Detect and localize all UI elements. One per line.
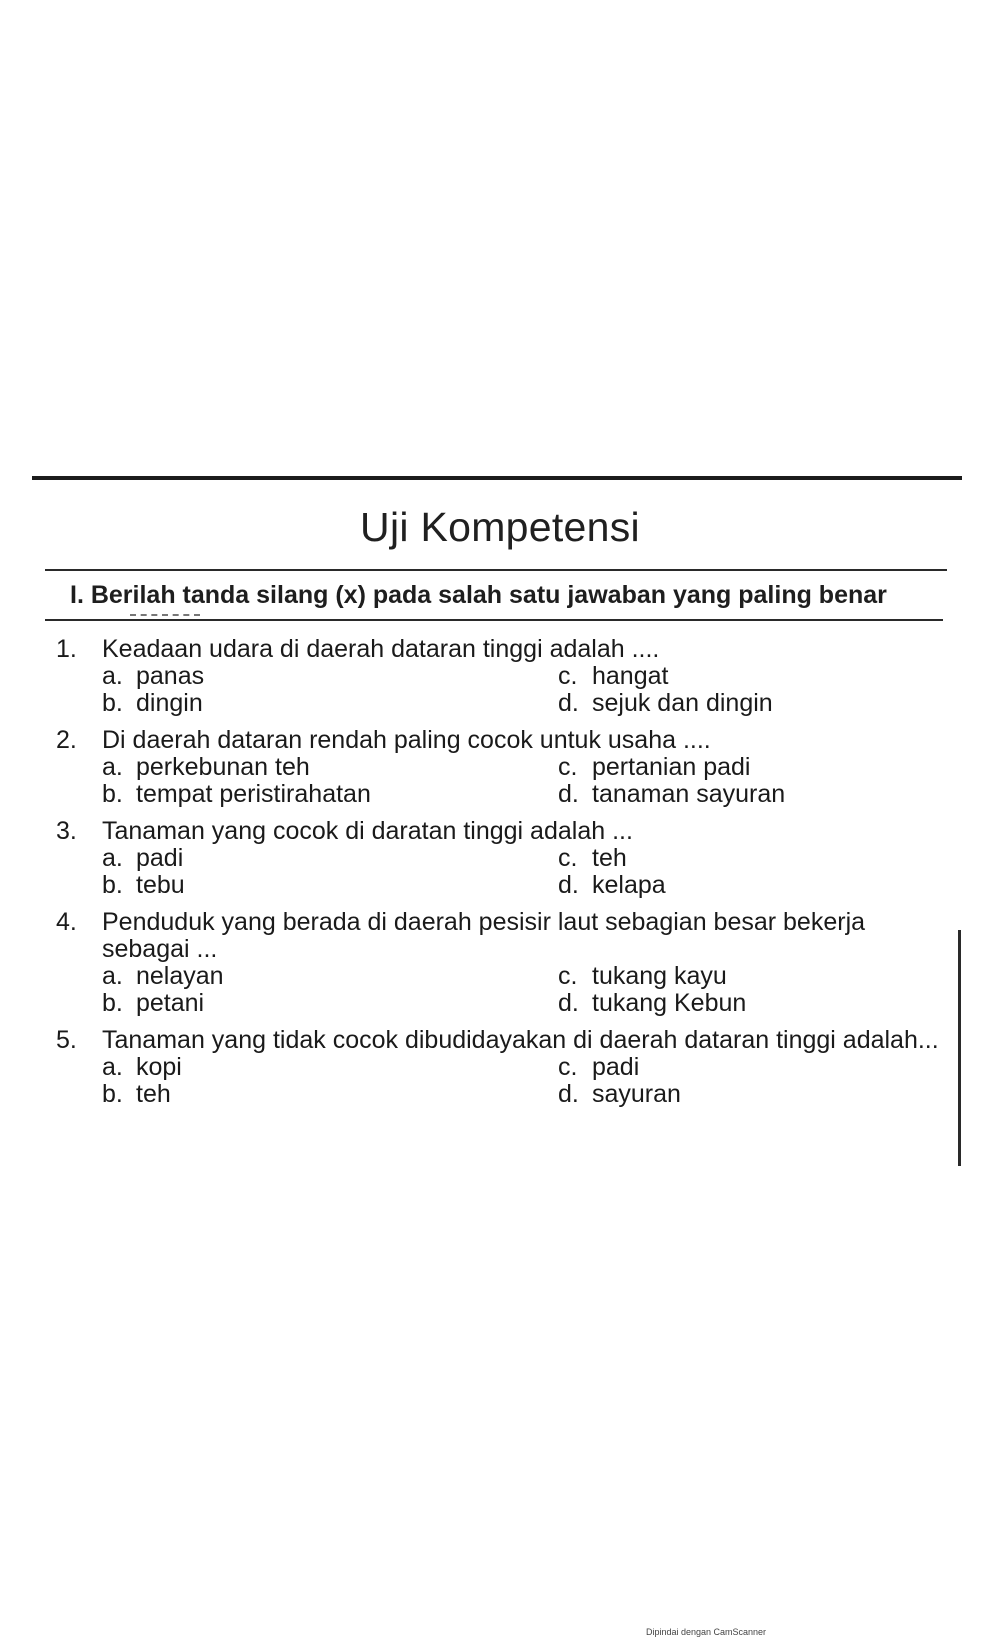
- option-d[interactable]: [558, 781, 958, 808]
- option-a[interactable]: [102, 845, 558, 872]
- option-letter: a.: [102, 962, 123, 990]
- section-instruction: I. Berilah tanda silang (x) pada salah satu jawaban yang paling benar: [70, 581, 887, 609]
- option-text: pertanian padi: [592, 753, 751, 781]
- option-c[interactable]: [558, 1054, 958, 1081]
- option-text: perkebunan teh: [136, 753, 310, 781]
- option-text: petani: [136, 989, 205, 1017]
- question-1: [56, 636, 956, 717]
- option-text: padi: [136, 844, 184, 872]
- question-text: Di daerah dataran rendah paling cocok untuk usaha ....: [102, 726, 711, 754]
- instruction-bottom-rule: [45, 619, 943, 621]
- option-c[interactable]: [558, 663, 958, 690]
- option-letter: b.: [102, 689, 123, 717]
- option-text: kopi: [136, 1053, 182, 1081]
- option-letter: c.: [558, 662, 578, 690]
- option-a[interactable]: [102, 663, 558, 690]
- options: [102, 1054, 956, 1108]
- instruction-top-rule: [45, 569, 947, 571]
- option-text: tebu: [136, 871, 185, 899]
- options: [102, 845, 956, 899]
- question-number: 5.: [56, 1026, 77, 1054]
- question-5: [56, 1027, 956, 1108]
- option-a[interactable]: [102, 963, 558, 990]
- question-text: Keadaan udara di daerah dataran tinggi adalah ....: [102, 635, 660, 663]
- question-text: Penduduk yang berada di daerah pesisir laut sebagian besar bekerja sebagai ...: [102, 908, 866, 963]
- option-b[interactable]: [102, 781, 558, 808]
- option-text: tukang Kebun: [592, 989, 747, 1017]
- option-letter: d.: [558, 1080, 579, 1108]
- option-a[interactable]: [102, 754, 558, 781]
- right-border-line: [958, 930, 961, 1166]
- option-letter: c.: [558, 753, 578, 781]
- option-letter: a.: [102, 1053, 123, 1081]
- option-text: nelayan: [136, 962, 224, 990]
- option-letter: d.: [558, 689, 579, 717]
- option-text: kelapa: [592, 871, 666, 899]
- option-letter: d.: [558, 871, 579, 899]
- option-text: tempat peristirahatan: [136, 780, 371, 808]
- question-text: Tanaman yang tidak cocok dibudidayakan di daerah dataran tinggi adalah...: [102, 1026, 939, 1054]
- option-d[interactable]: [558, 990, 958, 1017]
- option-d[interactable]: [558, 690, 958, 717]
- option-letter: a.: [102, 662, 123, 690]
- option-text: panas: [136, 662, 205, 690]
- option-text: sayuran: [592, 1080, 681, 1108]
- option-text: teh: [136, 1080, 171, 1108]
- option-b[interactable]: [102, 1081, 558, 1108]
- question-list: [56, 636, 956, 1118]
- option-letter: d.: [558, 989, 579, 1017]
- option-c[interactable]: [558, 754, 958, 781]
- options: [102, 754, 956, 808]
- option-text: sejuk dan dingin: [592, 689, 773, 717]
- option-c[interactable]: [558, 845, 958, 872]
- option-letter: c.: [558, 1053, 578, 1081]
- question-number: 3.: [56, 817, 77, 845]
- option-text: hangat: [592, 662, 669, 690]
- question-4: [56, 909, 956, 1017]
- question-number: 2.: [56, 726, 77, 754]
- top-rule: [32, 476, 962, 480]
- scanner-footer-text: Dipindai dengan CamScanner: [645, 1627, 767, 1637]
- question-number: 4.: [56, 908, 77, 936]
- option-d[interactable]: [558, 872, 958, 899]
- option-text: tukang kayu: [592, 962, 727, 990]
- option-text: teh: [592, 844, 627, 872]
- option-b[interactable]: [102, 990, 558, 1017]
- option-letter: d.: [558, 780, 579, 808]
- option-letter: b.: [102, 871, 123, 899]
- option-letter: b.: [102, 1080, 123, 1108]
- option-c[interactable]: [558, 963, 958, 990]
- option-text: dingin: [136, 689, 203, 717]
- option-b[interactable]: [102, 872, 558, 899]
- question-3: [56, 818, 956, 899]
- option-text: padi: [592, 1053, 640, 1081]
- options: [102, 663, 956, 717]
- question-2: [56, 727, 956, 808]
- question-number: 1.: [56, 635, 77, 663]
- option-letter: a.: [102, 753, 123, 781]
- option-letter: c.: [558, 962, 578, 990]
- option-letter: b.: [102, 989, 123, 1017]
- option-letter: b.: [102, 780, 123, 808]
- option-text: tanaman sayuran: [592, 780, 786, 808]
- option-d[interactable]: [558, 1081, 958, 1108]
- option-b[interactable]: [102, 690, 558, 717]
- question-text: Tanaman yang cocok di daratan tinggi adalah ...: [102, 817, 633, 845]
- page-title: Uji Kompetensi: [360, 504, 640, 550]
- option-a[interactable]: [102, 1054, 558, 1081]
- option-letter: a.: [102, 844, 123, 872]
- options: [102, 963, 956, 1017]
- option-letter: c.: [558, 844, 578, 872]
